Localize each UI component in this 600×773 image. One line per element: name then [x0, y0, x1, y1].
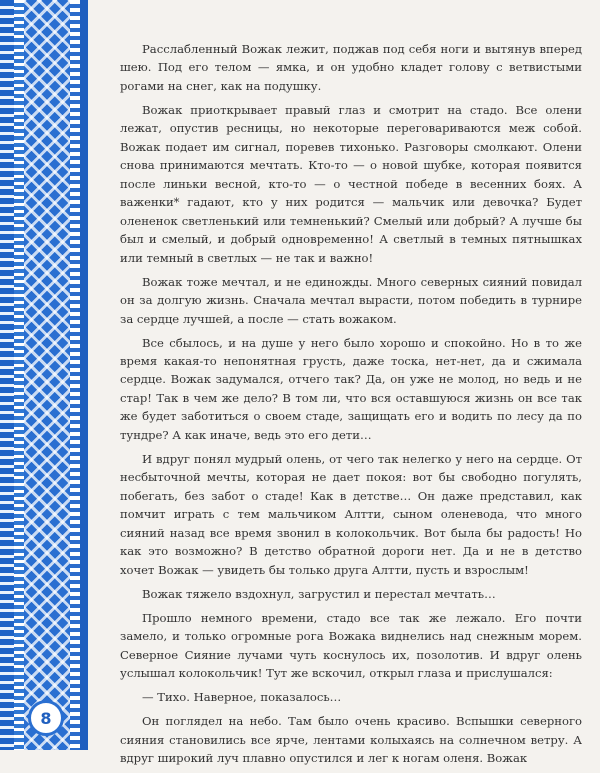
- page-number-badge: 8: [28, 700, 64, 736]
- paragraph: Вожак тоже мечтал, и не единожды. Много северных сияний повидал он за долгую жизнь. Сначала мечтал вырасти, потом победить в турнире за сердце лучшей, а после — стать вожаком.: [120, 274, 582, 326]
- ornament-band-inner: [70, 0, 80, 750]
- paragraph: Прошло немного времени, стадо все так же лежало. Его почти замело, и только огромные рога Вожака виднелись над снежным морем. Северное Сияние лучами чуть коснулось их, позолотив. И вдруг олень услышал колокольчик! Тут же вскочил, открыл глаза и прислушался:: [120, 610, 582, 681]
- paragraph: Вожак тяжело вздохнул, загрустил и перестал мечтать…: [142, 586, 496, 601]
- paragraph: Расслабленный Вожак лежит, поджав под себя ноги и вытянув вперед шею. Под его телом — ямка, и он удобно кладет голову с ветвистыми рогами на снег, как на подушку.: [120, 42, 582, 93]
- paragraph: Все сбылось, и на душе у него было хорошо и спокойно. Но в то же время какая-то непонятная грусть, даже тоска, нет-нет, да и сжимала сердце. Вожак задумался, отчего так? Да, он уже не молод, но ведь и не стар! Так в чем же дело? В том ли, что вся оставшуюся жизнь он все так же будет заботиться о своем стаде, защищать его и водить по лесу да по тундре? А как иначе, ведь это его дети…: [120, 335, 582, 442]
- decorative-ornament-border: [0, 0, 92, 750]
- ornament-band-gap: [88, 0, 92, 750]
- ornament-band-dots: [14, 0, 24, 750]
- story-text: [120, 40, 582, 773]
- paragraph: Вожак приоткрывает правый глаз и смотрит на стадо. Все олени лежат, опустив ресницы, но некоторые переговариваются меж собой. Вожак подает им сигнал, поревев тихонько. Разговоры смолкают. Олени снова принимаются мечтать. Кто-то — о новой шубке, которая появится после линьки весной, кто-то — о честной победе в весенних боях. А важенки* гадают, кто у них родится — мальчик или девочка? Будет олененок светленький или темненький? Смелый или добрый? А лучше бы был и смелый, и добрый одновременно! А светлый в темных пятнышках или темный в светлых — не так и важно!: [120, 102, 582, 265]
- paragraph: — Тихо. Наверное, показалось…: [142, 690, 342, 705]
- ornament-band-outer: [0, 0, 14, 750]
- paragraph: И вдруг понял мудрый олень, от чего так нелегко у него на сердце. От несбыточной мечты, которая не дает покоя: вот бы свободно погулять, побегать, без забот о стаде! Как в детстве… Он даже представил, как помчит игрaть с тем мальчиком Алтти, сыном оленевода, что много сияний назад все время звонил в колокольчик. Вот была бы радость! Но как это возможно? В детство обратной дороги нет. Да и не в детство хочет Вожак — увидеть бы только друга Алтти, пусть и взрослым!: [120, 451, 582, 577]
- paragraph: Он поглядел на небо. Там было очень красиво. Вспышки северного сияния становились все ярче, лентами колыхаясь на солнечном ветру. А вдруг широкий луч плавно опустился и лег к ногам оленя. Вожак: [120, 714, 582, 766]
- ornament-band-snowflakes: [24, 0, 70, 750]
